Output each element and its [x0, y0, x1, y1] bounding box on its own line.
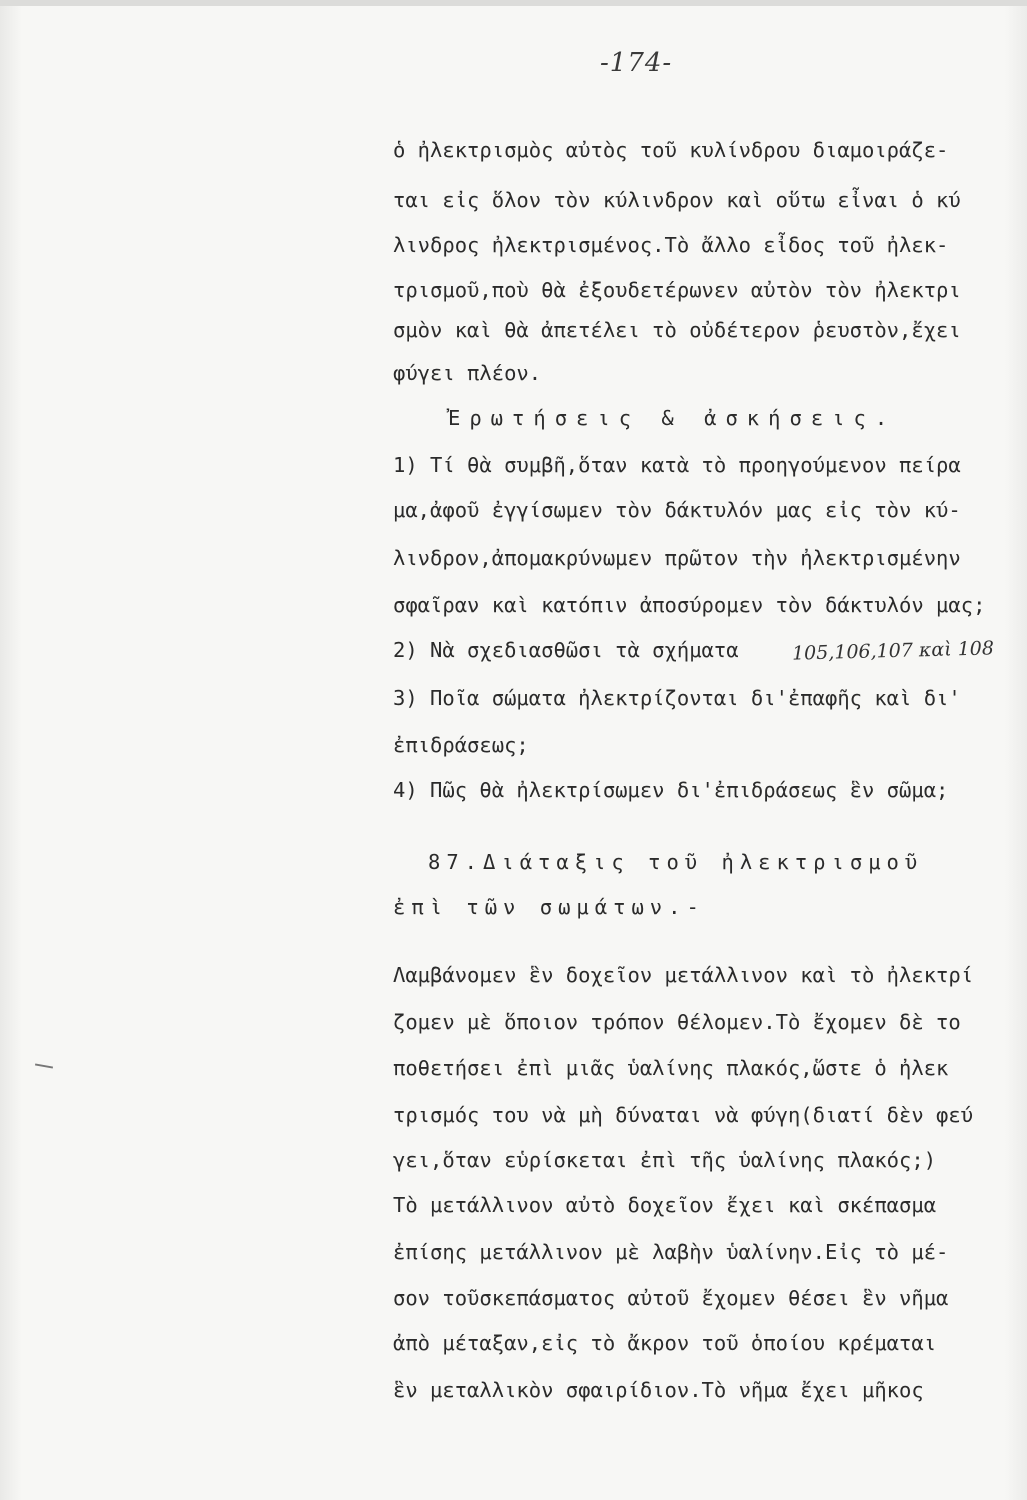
- body-line-4: τρισμός του νὰ μὴ δύναται νὰ φύγη(διατί δὲν φεύ: [393, 1103, 974, 1127]
- question-1-line-2: μα,ἀφοῦ ἐγγίσωμεν τὸν δάκτυλόν μας εἰς τὸν κύ-: [393, 498, 961, 522]
- handwritten-figure-numbers: 105,106,107 καὶ 108: [791, 637, 995, 665]
- body-line-7: ἐπίσης μετάλλινον μὲ λαβὴν ὑαλίνην.Εἰς τὸ μέ-: [393, 1240, 949, 1264]
- body-line-5: γει,ὅταν εὑρίσκεται ἐπὶ τῆς ὑαλίνης πλακός;): [393, 1148, 937, 1172]
- question-1-line-4: σφαῖραν καὶ κατόπιν ἀποσύρομεν τὸν δάκτυλόν μας;: [393, 593, 986, 617]
- text-line-2: ται εἰς ὅλον τὸν κύλινδρον καὶ οὕτω εἶναι ὁ κύ: [393, 188, 961, 212]
- question-3-line-2: ἐπιδράσεως;: [393, 733, 529, 757]
- section-heading-questions: Ἐρωτήσεις & ἀσκήσεις.: [448, 406, 897, 430]
- text-line-1: ὁ ἠλεκτρισμὸς αὐτὸς τοῦ κυλίνδρου διαμοιράζε-: [393, 138, 949, 162]
- section-heading-87-cont: ἐπὶ τῶν σωμάτων.-: [393, 895, 705, 919]
- body-line-2: ζομεν μὲ ὅποιον τρόπον θέλομεν.Τὸ ἔχομεν δὲ το: [393, 1010, 961, 1034]
- question-1-line-1: 1) Τί θὰ συμβῆ,ὅταν κατὰ τὸ προηγούμενον πείρα: [393, 453, 961, 477]
- text-line-6: φύγει πλέον.: [393, 361, 542, 385]
- body-line-6: Τὸ μετάλλινον αὐτὸ δοχεῖον ἔχει καὶ σκέπασμα: [393, 1193, 937, 1217]
- body-line-1: Λαμβάνομεν ἓν δοχεῖον μετάλλινον καὶ τὸ ἠλεκτρί: [393, 963, 974, 987]
- text-line-5: σμὸν καὶ θὰ ἀπετέλει τὸ οὐδέτερον ῥευστὸν,ἔχει: [393, 318, 961, 342]
- margin-mark: [35, 1063, 53, 1068]
- section-heading-87: 87.Διάταξις τοῦ ἠλεκτρισμοῦ: [428, 850, 924, 874]
- body-line-8: σον τοῦσκεπάσματος αὐτοῦ ἔχομεν θέσει ἓν νῆμα: [393, 1286, 949, 1310]
- body-line-3: ποθετήσει ἐπὶ μιᾶς ὑαλίνης πλακός,ὥστε ὁ ἠλεκ: [393, 1056, 949, 1080]
- question-3-line-1: 3) Ποῖα σώματα ἠλεκτρίζονται δι'ἐπαφῆς καὶ δι': [393, 686, 961, 710]
- text-line-3: λινδρος ἠλεκτρισμένος.Τὸ ἄλλο εἶδος τοῦ ἠλεκ-: [393, 233, 949, 257]
- question-1-line-3: λινδρον,ἀπομακρύνωμεν πρῶτον τὴν ἠλεκτρισμένην: [393, 546, 961, 570]
- text-line-4: τρισμοῦ,ποὺ θὰ ἐξουδετέρωνεν αὐτὸν τὸν ἠλεκτρι: [393, 278, 961, 302]
- body-line-9: ἀπὸ μέταξαν,εἰς τὸ ἄκρον τοῦ ὁποίου κρέμαται: [393, 1331, 937, 1355]
- page-top-edge: [0, 0, 1027, 6]
- body-line-10: ἓν μεταλλικὸν σφαιρίδιον.Τὸ νῆμα ἔχει μῆκος: [393, 1378, 924, 1402]
- question-4: 4) Πῶς θὰ ἠλεκτρίσωμεν δι'ἐπιδράσεως ἓν σῶμα;: [393, 778, 949, 802]
- question-2: 2) Νὰ σχεδιασθῶσι τὰ σχήματα: [393, 638, 739, 662]
- page-number: -174-: [600, 48, 673, 78]
